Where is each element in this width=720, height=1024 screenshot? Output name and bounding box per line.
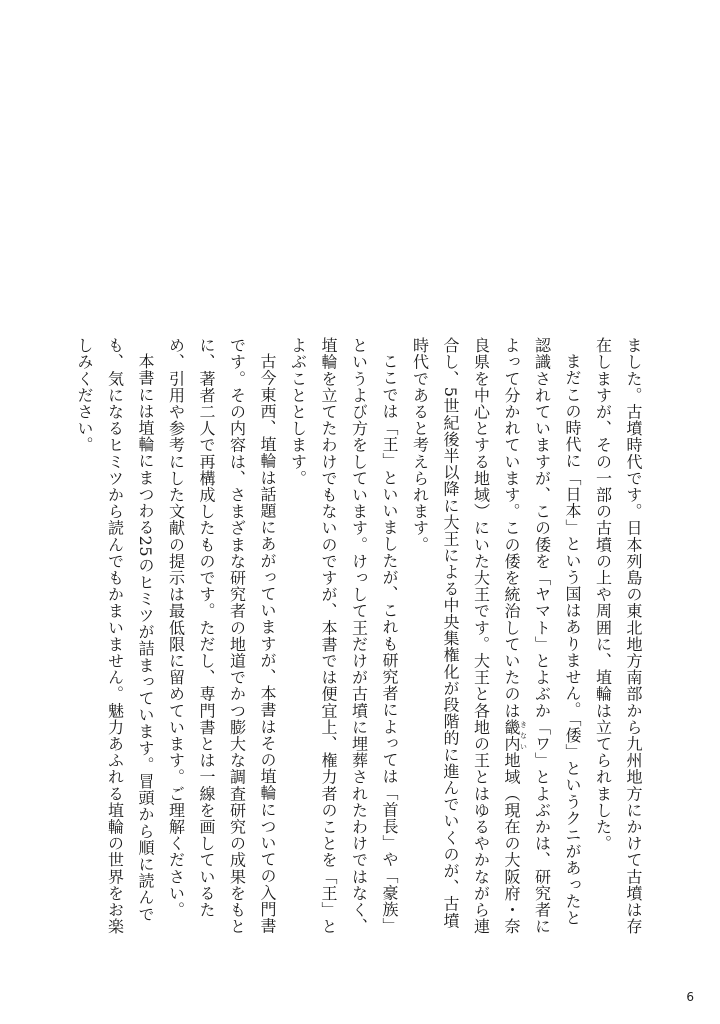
vertical-body-text bbox=[58, 337, 648, 937]
ruby-reading: きない bbox=[519, 718, 528, 753]
paragraph-3-text: ここでは「王」といいましたが、これも研究者によっては「首長」や「豪族」というよび方をしています。けっして王だけが古墳に埋葬されたわけではなく、埴輪を立てたわけでもないのですが、本書では便宜上、権力者のことを「王」とよぶこととします。 bbox=[288, 337, 399, 935]
ruby-base: 畿内 bbox=[502, 718, 521, 753]
page-number: 6 bbox=[686, 990, 694, 1004]
paragraph-4-text: 古今東西、埴輪は話題にあがっていますが、本書はその埴輪についての入門書です。その内容は、さまざまな研究者の地道でかつ膨大な調査研究の成果をもとに、著者二人で再構成したものです。ただし、専門書とは一線を画しているため、引用や参考にした文献の提示は最低限に留めています。ご理解ください。 bbox=[166, 337, 277, 935]
paragraph-1 bbox=[587, 337, 648, 937]
paragraph-2-text: まだこの時代に「日本」という国はありません。「倭」というクニがあったと認識されていますが、この倭を「ヤマト」とよぶか「ワ」とよぶかは、研究者によって分かれています。この倭を統治していたのは bbox=[502, 337, 582, 935]
paragraph-5-text: 本書には埴輪にまつわる25のヒミツが詰まっています。冒頭から順に読んでも、気になるヒミツから読んでもかまいません。魅力あふれる埴輪の世界をお楽しみください。 bbox=[75, 337, 155, 935]
paragraph-2 bbox=[404, 337, 587, 937]
paragraph-2-text-cont: 地域（現在の大阪府・奈良県を中心とする地域）にいた大王です。大王と各地の王とはゆるやかながら連合し、5世紀後半以降に大王による中央集権化が段階的に進んでいくのが、古墳時代であると考えられます。 bbox=[410, 337, 521, 935]
paragraph-3 bbox=[282, 337, 404, 937]
paragraph-5 bbox=[69, 337, 161, 937]
ruby-kinai bbox=[502, 718, 528, 753]
paragraph-4 bbox=[160, 337, 282, 937]
paragraph-1-text: ました。古墳時代です。日本列島の東北地方南部から九州地方にかけて古墳は存在しますが、その一部の古墳の上や周囲に、埴輪は立てられました。 bbox=[593, 337, 643, 935]
